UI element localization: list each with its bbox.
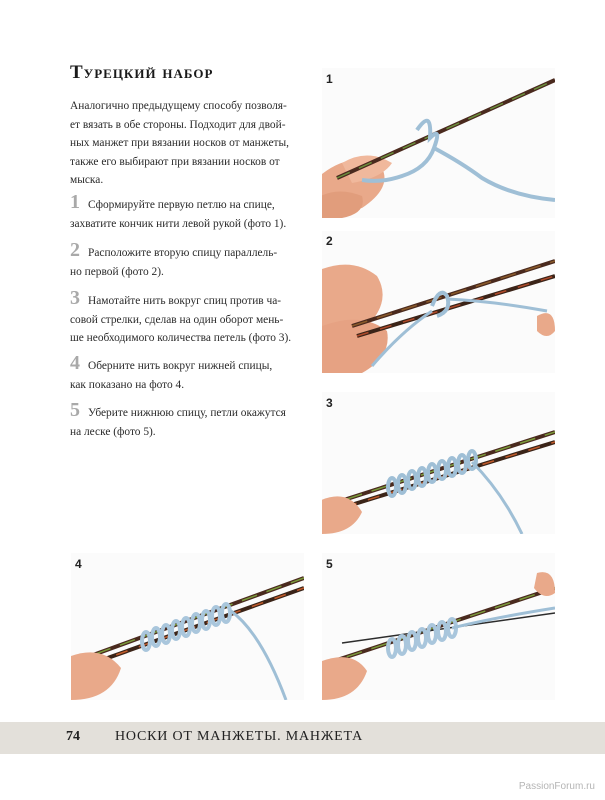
photo-3-illustration [322,392,555,534]
step-number: 1 [70,191,80,213]
step-text: ше необходимого количества петель (фото 3). [70,332,292,344]
photo-label: 5 [326,557,333,571]
photo-2 [322,231,555,373]
step-number: 2 [70,239,80,261]
step-text: Оберните нить вокруг нижней спицы, [88,360,273,372]
intro-line: ных манжет при вязании носков от манжеты, [70,137,289,149]
intro-paragraph [70,97,310,190]
intro-line: также его выбирают при вязании носков от [70,155,280,168]
section-title: Турецкий набор [70,62,214,83]
photo-label: 2 [326,234,333,248]
intro-line: мыска. [70,174,104,186]
step-text: Намотайте нить вокруг спиц против ча- [88,295,282,307]
intro-line: ет вязать в обе стороны. Подходит для двой- [70,118,286,131]
step-1 [70,191,310,233]
photo-2-illustration [322,231,555,373]
photo-5 [322,553,555,700]
step-text: Уберите нижнюю спицу, петли окажутся [88,407,286,419]
photo-5-illustration [322,553,555,700]
step-text: совой стрелки, сделав на один оборот мень- [70,313,284,326]
step-3 [70,287,310,348]
photo-4 [71,553,304,700]
watermark: PassionForum.ru [518,781,595,792]
step-text: Расположите вторую спицу параллель- [88,247,278,259]
photo-1 [322,68,555,218]
step-text: как показано на фото 4. [70,378,185,391]
running-header: НОСКИ ОТ МАНЖЕТЫ. МАНЖЕТА [115,729,364,744]
step-number: 3 [70,287,80,309]
photo-label: 4 [75,557,82,571]
step-text: захватите кончик нити левой рукой (фото 1). [70,217,287,230]
step-2 [70,239,310,281]
step-text: но первой (фото 2). [70,265,164,278]
step-text: на леске (фото 5). [70,425,156,438]
step-number: 5 [70,399,80,421]
page-number: 74 [66,729,80,744]
step-number: 4 [70,352,80,374]
step-4 [70,352,310,394]
step-5 [70,399,310,441]
photo-label: 3 [326,396,333,410]
photo-3 [322,392,555,534]
photo-1-illustration [322,68,555,218]
step-text: Сформируйте первую петлю на спице, [88,199,275,211]
photo-4-illustration [71,553,304,700]
photo-label: 1 [326,72,333,86]
intro-line: Аналогично предыдущему способу позволя- [70,100,287,112]
